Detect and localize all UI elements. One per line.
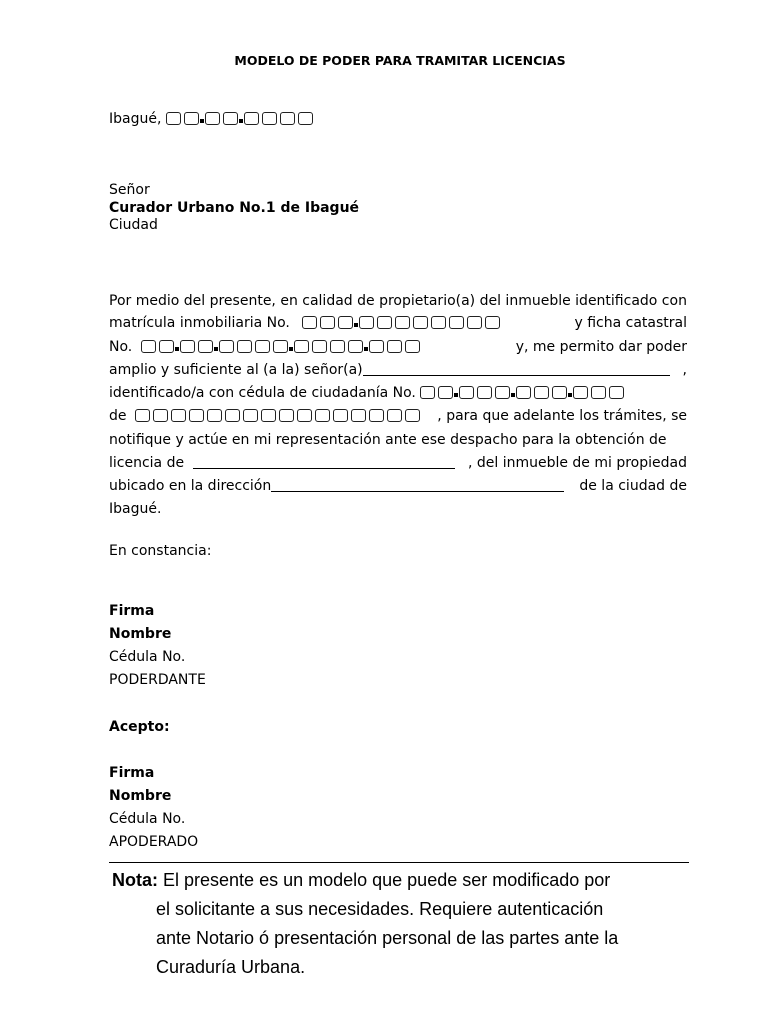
input-box[interactable]: [237, 340, 252, 353]
body-line-2: [109, 314, 687, 332]
input-box[interactable]: [516, 386, 531, 399]
ficha-no-label: No.: [109, 339, 133, 355]
input-box[interactable]: [153, 409, 168, 422]
input-box[interactable]: [449, 316, 464, 329]
body-line-10: Ibagué.: [109, 501, 162, 517]
body-line-9: [109, 477, 687, 495]
nota-text-1: El presente es un modelo que puede ser modificado por: [163, 870, 611, 890]
apoderado-label: amplio y suficiente al (a la) señor(a): [109, 362, 363, 378]
ficha-boxes-4[interactable]: [294, 340, 363, 353]
input-box[interactable]: [495, 386, 510, 399]
input-box[interactable]: [338, 316, 353, 329]
direccion-label: ubicado en la dirección: [109, 478, 272, 494]
input-box[interactable]: [261, 409, 276, 422]
propiedad-label: , del inmueble de mi propiedad: [467, 455, 687, 471]
date-month-boxes[interactable]: [205, 112, 238, 125]
ficha-boxes-3[interactable]: [219, 340, 288, 353]
input-box[interactable]: [387, 409, 402, 422]
acepto-label: Acepto:: [109, 719, 170, 735]
cedula-boxes-3[interactable]: [516, 386, 567, 399]
apoderado-role: APODERADO: [109, 834, 199, 850]
input-box[interactable]: [225, 409, 240, 422]
matricula-number-boxes[interactable]: [359, 316, 500, 329]
ciudad-label: de la ciudad de: [579, 478, 687, 494]
body-line-8: [109, 454, 687, 472]
input-box[interactable]: [333, 409, 348, 422]
body-line-6: [109, 407, 687, 425]
nota-line-4: Curaduría Urbana.: [156, 957, 306, 977]
input-box[interactable]: [184, 112, 199, 125]
nota-label: Nota:: [112, 870, 158, 890]
cedula-label: identificado/a con cédula de ciudadanía No.: [109, 385, 416, 401]
input-box[interactable]: [330, 340, 345, 353]
input-box[interactable]: [369, 409, 384, 422]
input-box[interactable]: [552, 386, 567, 399]
separator-dot: [568, 393, 572, 397]
input-box[interactable]: [377, 316, 392, 329]
input-box[interactable]: [280, 112, 295, 125]
input-box[interactable]: [219, 340, 234, 353]
ficha-label: y ficha catastral: [574, 315, 687, 331]
apoderado-name-line[interactable]: [363, 361, 670, 376]
input-box[interactable]: [189, 409, 204, 422]
input-box[interactable]: [320, 316, 335, 329]
input-box[interactable]: [312, 340, 327, 353]
input-box[interactable]: [534, 386, 549, 399]
input-box[interactable]: [351, 409, 366, 422]
input-box[interactable]: [255, 340, 270, 353]
input-box[interactable]: [467, 316, 482, 329]
recipient-greeting: Señor: [109, 182, 150, 198]
input-box[interactable]: [135, 409, 150, 422]
date-line: [109, 110, 313, 128]
input-box[interactable]: [413, 316, 428, 329]
matricula-label: matrícula inmobiliaria No.: [109, 315, 290, 331]
separator-dot: [354, 323, 358, 327]
input-box[interactable]: [205, 112, 220, 125]
comma: ,: [682, 362, 687, 378]
body-line-1: Por medio del presente, en calidad de propietario(a) del inmueble identificado con: [109, 293, 687, 309]
date-year-boxes[interactable]: [244, 112, 313, 125]
input-box[interactable]: [573, 386, 588, 399]
apoderado-nombre: Nombre: [109, 788, 172, 804]
tramites-label: , para que adelante los trámites, se: [437, 408, 687, 424]
input-box[interactable]: [279, 409, 294, 422]
input-box[interactable]: [420, 386, 435, 399]
input-box[interactable]: [273, 340, 288, 353]
input-box[interactable]: [166, 112, 181, 125]
closing-text: En constancia:: [109, 543, 212, 559]
input-box[interactable]: [359, 316, 374, 329]
input-box[interactable]: [141, 340, 156, 353]
input-box[interactable]: [243, 409, 258, 422]
separator-dot: [364, 347, 368, 351]
nota-line-2: el solicitante a sus necesidades. Requiere autenticación: [156, 899, 604, 919]
poderdante-cedula: Cédula No.: [109, 649, 186, 665]
input-box[interactable]: [223, 112, 238, 125]
body-line-7: notifique y actúe en mi representación ante ese despacho para la obtención de: [109, 432, 667, 448]
de-label: de: [109, 408, 127, 424]
body-line-5: [109, 384, 624, 402]
separator-dot: [454, 393, 458, 397]
date-city: Ibagué,: [109, 111, 162, 127]
expedicion-boxes[interactable]: [135, 409, 420, 422]
apoderado-cedula: Cédula No.: [109, 811, 186, 827]
input-box[interactable]: [459, 386, 474, 399]
separator-dot: [239, 119, 243, 123]
input-box[interactable]: [198, 340, 213, 353]
nota-line-3: ante Notario ó presentación personal de las partes ante la: [156, 928, 619, 948]
input-box[interactable]: [244, 112, 259, 125]
input-box[interactable]: [171, 409, 186, 422]
input-box[interactable]: [387, 340, 402, 353]
recipient-name: Curador Urbano No.1 de Ibagué: [109, 200, 360, 216]
input-box[interactable]: [405, 340, 420, 353]
cedula-boxes-2[interactable]: [459, 386, 510, 399]
input-box[interactable]: [591, 386, 606, 399]
matricula-prefix-boxes[interactable]: [302, 316, 353, 329]
permito-label: y, me permito dar poder: [515, 339, 687, 355]
separator-dot: [214, 347, 218, 351]
input-box[interactable]: [395, 316, 410, 329]
poderdante-role: PODERDANTE: [109, 672, 206, 688]
licencia-type-line[interactable]: [193, 454, 455, 469]
input-box[interactable]: [262, 112, 277, 125]
body-line-3: [109, 338, 687, 356]
recipient-city: Ciudad: [109, 217, 158, 233]
licencia-label: licencia de: [109, 455, 185, 471]
date-day-boxes[interactable]: [166, 112, 199, 125]
input-box[interactable]: [207, 409, 222, 422]
input-box[interactable]: [431, 316, 446, 329]
input-box[interactable]: [298, 112, 313, 125]
input-box[interactable]: [405, 409, 420, 422]
apoderado-firma: Firma: [109, 765, 155, 781]
ficha-boxes-2[interactable]: [180, 340, 213, 353]
ficha-boxes-1[interactable]: [141, 340, 174, 353]
direccion-line[interactable]: [271, 477, 564, 492]
document-title: MODELO DE PODER PARA TRAMITAR LICENCIAS: [234, 53, 566, 68]
separator-dot: [289, 347, 293, 351]
input-box[interactable]: [609, 386, 624, 399]
input-box[interactable]: [180, 340, 195, 353]
separator-dot: [511, 393, 515, 397]
input-box[interactable]: [485, 316, 500, 329]
input-box[interactable]: [294, 340, 309, 353]
separator-dot: [200, 119, 204, 123]
input-box[interactable]: [477, 386, 492, 399]
divider-line: [109, 862, 689, 863]
input-box[interactable]: [159, 340, 174, 353]
input-box[interactable]: [315, 409, 330, 422]
input-box[interactable]: [438, 386, 453, 399]
poderdante-nombre: Nombre: [109, 626, 172, 642]
poderdante-firma: Firma: [109, 603, 155, 619]
input-box[interactable]: [369, 340, 384, 353]
separator-dot: [175, 347, 179, 351]
cedula-boxes-1[interactable]: [420, 386, 453, 399]
nota-line-1: [112, 866, 610, 895]
ficha-boxes-5[interactable]: [369, 340, 420, 353]
input-box[interactable]: [297, 409, 312, 422]
input-box[interactable]: [302, 316, 317, 329]
input-box[interactable]: [348, 340, 363, 353]
body-line-4: [109, 361, 687, 379]
cedula-boxes-4[interactable]: [573, 386, 624, 399]
